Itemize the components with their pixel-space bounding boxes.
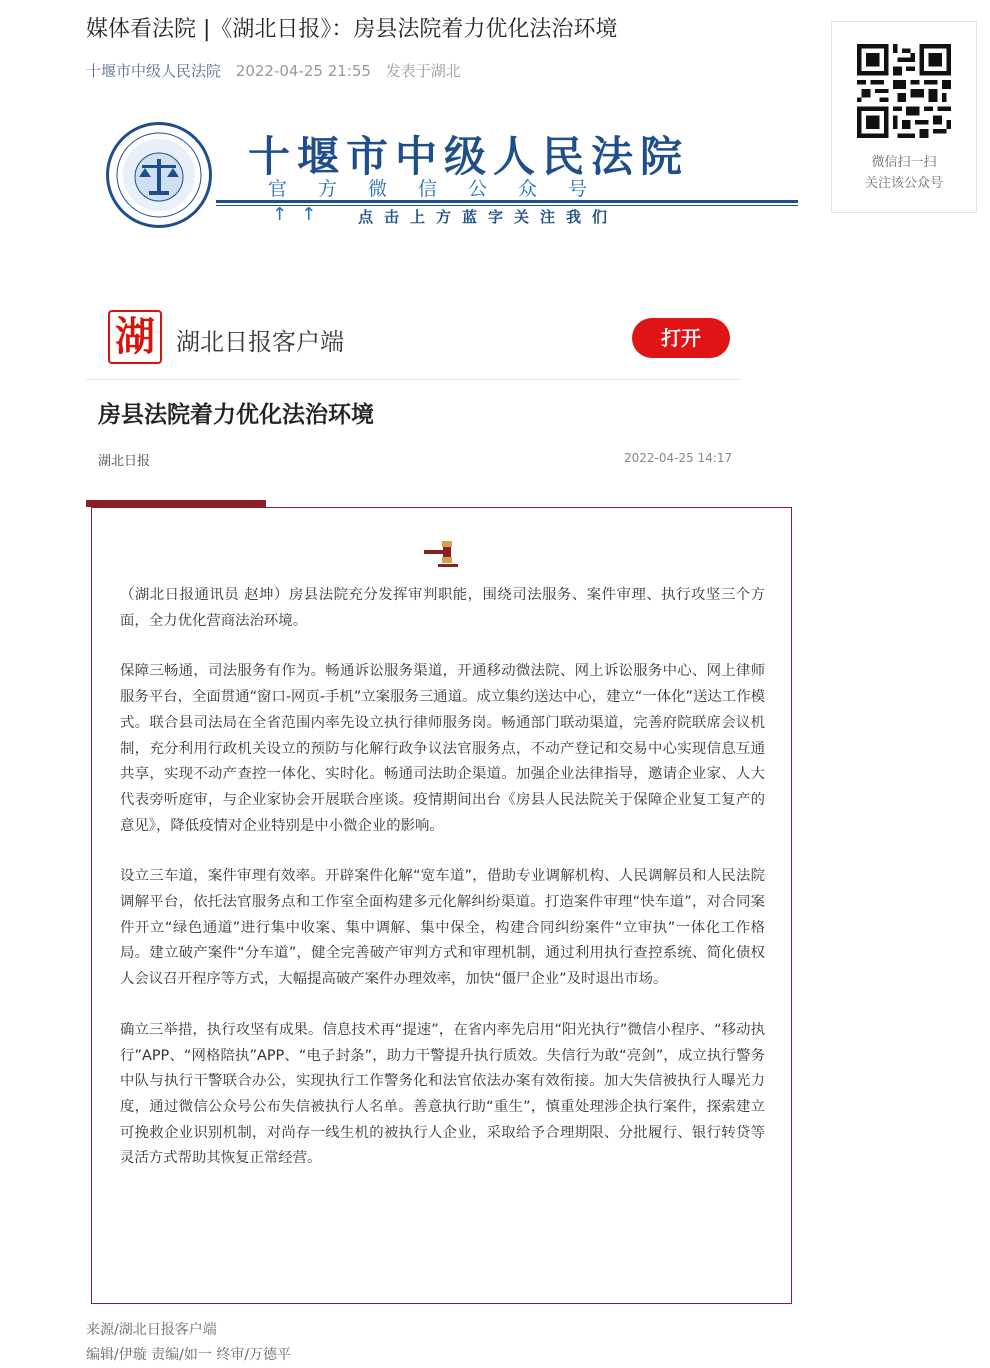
banner-rule [216, 200, 798, 203]
gavel-icon [424, 541, 460, 567]
qr-caption-follow: 关注该公众号 [864, 176, 943, 191]
publish-location: 发表于湖北 [385, 62, 461, 80]
court-subtitle: 官方微信公众号 [268, 178, 619, 200]
article-date: 2022-04-25 14:17 [624, 451, 733, 465]
qr-caption-scan: 微信扫一扫 [871, 155, 937, 170]
article-body [120, 583, 765, 1197]
court-seal-icon [106, 122, 212, 228]
court-name: 十堰市中级人民法院 [248, 132, 690, 181]
follow-cta: 点击上方蓝字关注我们 [358, 208, 619, 226]
article-meta [86, 60, 461, 82]
publish-time: 2022-04-25 21:55 [235, 62, 371, 80]
open-app-button[interactable]: 打开 [632, 318, 730, 358]
accent-bar [86, 500, 266, 507]
article-source: 湖北日报 [98, 454, 151, 469]
article-paragraph: 保障三畅通，司法服务有作为。畅通诉讼服务渠道，开通移动微法院、网上诉讼服务中心、网上律师服务平台，全面贯通“窗口-网页-手机”立案服务三通道。成立集约送达中心，建立“一体化”送达工作模式。联合县司法局在全省范围内率先设立执行律师服务岗。畅通部门联动渠道，完善府院联席会议机制，充分利用行政机关设立的预防与化解行政争议法官服务点，不动产登记和交易中心实现信息互通共享，实现不动产查控一体化、实时化。畅通司法助企渠道。加强企业法律指导，邀请企业家、人大代表旁听庭审，与企业家协会开展联合座谈。疫情期间出台《房县人民法院关于保障企业复工复产的意见》，降低疫情对企业特别是中小微企业的影响。 [120, 663, 765, 834]
hubei-daily-logo: 湖 [108, 310, 162, 364]
article-title-header: 媒体看法院 |《湖北日报》：房县法院着力优化法治环境 [86, 17, 618, 42]
arrow-up-icon: ↑↑ [272, 204, 331, 225]
account-name-link[interactable]: 十堰市中级人民法院 [86, 62, 222, 80]
article-title: 房县法院着力优化法治环境 [98, 402, 374, 428]
court-banner[interactable] [104, 112, 804, 232]
qr-code-icon [857, 44, 951, 138]
article-paragraph: 设立三车道，案件审理有效率。开辟案件化解“宽车道”，借助专业调解机构、人民调解员和人民法院调解平台，依托法官服务点和工作室全面构建多元化解纠纷渠道。打造案件审理“快车道”，对合同案件开立“绿色通道”进行集中收案、集中调解、集中保全，构建合同纠纷案件“立审执”一体化工作格局。建立破产案件“分车道”，健全完善破产审判方式和审理机制，通过利用执行查控系统、简化债权人会议召开程序等方式，大幅提高破产案件办理效率，加快“僵尸企业”及时退出市场。 [120, 868, 765, 988]
app-bar-divider [86, 379, 742, 380]
footer-source: 来源/湖北日报客户端 [86, 1322, 217, 1338]
article-footer [86, 1318, 291, 1368]
qr-code-box[interactable] [831, 21, 977, 213]
article-paragraph: 确立三举措，执行攻坚有成果。信息技术再“提速”，在省内率先启用“阳光执行”微信小程序、“移动执行”APP、“网格陪执”APP、“电子封条”，助力干警提升执行质效。失信行为敢“亮剑”，成立执行警务中队与执行干警联合办公，实现执行工作警务化和法官依法办案有效衔接。加大失信被执行人曝光力度，通过微信公众号公布失信被执行人名单。善意执行助“重生”，慎重处理涉企执行案件，探索建立可挽救企业识别机制，对尚存一线生机的被执行人企业，采取给予合理期限、分批履行、银行转贷等灵活方式帮助其恢复正常经营。 [120, 1021, 765, 1167]
footer-editors: 编辑/伊璇 责编/如一 终审/万德平 [86, 1347, 292, 1363]
app-name: 湖北日报客户端 [176, 328, 344, 356]
article-paragraph: （湖北日报通讯员 赵坤）房县法院充分发挥审判职能，围绕司法服务、案件审理、执行攻坚三个方面，全力优化营商法治环境。 [120, 587, 765, 629]
